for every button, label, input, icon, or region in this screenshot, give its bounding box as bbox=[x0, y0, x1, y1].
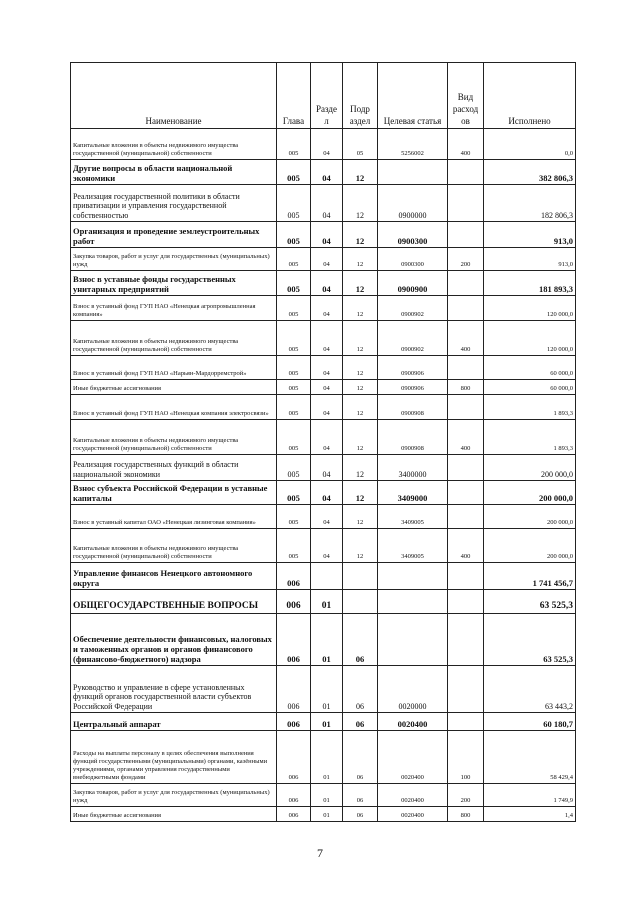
header-name: Наименование bbox=[71, 63, 277, 129]
cell-chapter: 005 bbox=[277, 505, 311, 529]
cell-chapter: 005 bbox=[277, 296, 311, 321]
cell-target bbox=[378, 160, 448, 185]
cell-target: 0900300 bbox=[378, 248, 448, 271]
cell-expense-type: 400 bbox=[448, 129, 484, 160]
cell-subsection bbox=[343, 590, 378, 614]
cell-target: 0900908 bbox=[378, 420, 448, 455]
cell-chapter: 005 bbox=[277, 356, 311, 380]
cell-executed: 1 893,3 bbox=[484, 395, 576, 420]
cell-target: 0900906 bbox=[378, 356, 448, 380]
cell-chapter: 005 bbox=[277, 185, 311, 222]
cell-expense-type bbox=[448, 505, 484, 529]
cell-executed: 382 806,3 bbox=[484, 160, 576, 185]
cell-section: 01 bbox=[311, 666, 343, 713]
table-row bbox=[71, 713, 576, 731]
cell-target: 3400000 bbox=[378, 455, 448, 481]
cell-section: 04 bbox=[311, 271, 343, 296]
cell-expense-type bbox=[448, 222, 484, 248]
table-row bbox=[71, 271, 576, 296]
table-row bbox=[71, 129, 576, 160]
cell-subsection: 12 bbox=[343, 420, 378, 455]
table-row bbox=[71, 529, 576, 563]
cell-executed: 1 749,9 bbox=[484, 784, 576, 807]
table-row bbox=[71, 380, 576, 395]
cell-expense-type: 400 bbox=[448, 321, 484, 356]
cell-section: 01 bbox=[311, 614, 343, 666]
cell-expense-type bbox=[448, 666, 484, 713]
header-target: Целевая статья bbox=[378, 63, 448, 129]
cell-chapter: 005 bbox=[277, 271, 311, 296]
cell-name: Руководство и управление в сфере установленных функций органов государственной власти субъектов Российской Федерации bbox=[71, 666, 277, 713]
cell-name: Расходы на выплаты персоналу в целях обеспечения выполнения функций государственными (муниципальными) органами, казёнными учреждениями, органами управления государственными внебюджетными фондами bbox=[71, 731, 277, 784]
cell-target bbox=[378, 614, 448, 666]
cell-chapter: 006 bbox=[277, 590, 311, 614]
cell-name: Взнос субъекта Российской Федерации в уставные капиталы bbox=[71, 481, 277, 505]
cell-expense-type bbox=[448, 185, 484, 222]
cell-executed: 200 000,0 bbox=[484, 455, 576, 481]
cell-chapter: 005 bbox=[277, 529, 311, 563]
cell-section: 04 bbox=[311, 129, 343, 160]
cell-name: Капитальные вложения в объекты недвижимого имущества государственной (муниципальной) собственности bbox=[71, 529, 277, 563]
cell-chapter: 005 bbox=[277, 248, 311, 271]
table-row bbox=[71, 420, 576, 455]
cell-executed: 913,0 bbox=[484, 222, 576, 248]
cell-section: 04 bbox=[311, 356, 343, 380]
cell-section: 04 bbox=[311, 160, 343, 185]
cell-name: Закупка товаров, работ и услуг для государственных (муниципальных) нужд bbox=[71, 248, 277, 271]
cell-chapter: 005 bbox=[277, 222, 311, 248]
table-row bbox=[71, 807, 576, 822]
cell-target: 3409005 bbox=[378, 505, 448, 529]
cell-target: 0900000 bbox=[378, 185, 448, 222]
cell-name: Капитальные вложения в объекты недвижимого имущества государственной (муниципальной) собственности bbox=[71, 321, 277, 356]
table-row bbox=[71, 222, 576, 248]
cell-target: 0020400 bbox=[378, 807, 448, 822]
cell-expense-type bbox=[448, 395, 484, 420]
cell-expense-type bbox=[448, 563, 484, 590]
cell-subsection: 12 bbox=[343, 395, 378, 420]
cell-section: 04 bbox=[311, 185, 343, 222]
cell-section: 01 bbox=[311, 807, 343, 822]
cell-executed: 63 525,3 bbox=[484, 590, 576, 614]
cell-expense-type bbox=[448, 614, 484, 666]
cell-section: 04 bbox=[311, 248, 343, 271]
cell-target: 0020000 bbox=[378, 666, 448, 713]
cell-chapter: 006 bbox=[277, 731, 311, 784]
cell-target: 3409005 bbox=[378, 529, 448, 563]
table-row bbox=[71, 666, 576, 713]
cell-chapter: 005 bbox=[277, 160, 311, 185]
cell-expense-type bbox=[448, 356, 484, 380]
cell-expense-type bbox=[448, 455, 484, 481]
cell-name: Взнос в уставный фонд ГУП НАО «Ненецкая компания электросвязи» bbox=[71, 395, 277, 420]
cell-subsection: 05 bbox=[343, 129, 378, 160]
header-chapter: Глава bbox=[277, 63, 311, 129]
cell-name: Капитальные вложения в объекты недвижимого имущества государственной (муниципальной) собственности bbox=[71, 129, 277, 160]
cell-expense-type bbox=[448, 481, 484, 505]
cell-name: Реализация государственных функций в области национальной экономики bbox=[71, 455, 277, 481]
header-executed: Исполнено bbox=[484, 63, 576, 129]
page-number: 7 bbox=[317, 846, 323, 860]
cell-section: 04 bbox=[311, 420, 343, 455]
cell-name: Иные бюджетные ассигнования bbox=[71, 380, 277, 395]
cell-chapter: 005 bbox=[277, 455, 311, 481]
cell-name: Взнос в уставные фонды государственных унитарных предприятий bbox=[71, 271, 277, 296]
cell-section: 04 bbox=[311, 222, 343, 248]
cell-subsection: 12 bbox=[343, 356, 378, 380]
cell-subsection: 06 bbox=[343, 713, 378, 731]
cell-target bbox=[378, 563, 448, 590]
cell-name: Капитальные вложения в объекты недвижимого имущества государственной (муниципальной) собственности bbox=[71, 420, 277, 455]
cell-executed: 63 443,2 bbox=[484, 666, 576, 713]
cell-target: 0900300 bbox=[378, 222, 448, 248]
cell-name: Взнос в уставный капитал ОАО «Ненецкая лизинговая компания» bbox=[71, 505, 277, 529]
cell-executed: 182 806,3 bbox=[484, 185, 576, 222]
cell-chapter: 005 bbox=[277, 395, 311, 420]
cell-section: 01 bbox=[311, 590, 343, 614]
table-row bbox=[71, 356, 576, 380]
cell-section: 04 bbox=[311, 529, 343, 563]
cell-chapter: 006 bbox=[277, 563, 311, 590]
cell-executed: 60 000,0 bbox=[484, 380, 576, 395]
cell-chapter: 005 bbox=[277, 380, 311, 395]
cell-target bbox=[378, 590, 448, 614]
table-row bbox=[71, 455, 576, 481]
cell-expense-type bbox=[448, 713, 484, 731]
table-row bbox=[71, 563, 576, 590]
cell-target: 0900908 bbox=[378, 395, 448, 420]
cell-expense-type bbox=[448, 160, 484, 185]
cell-expense-type: 800 bbox=[448, 807, 484, 822]
cell-executed: 200 000,0 bbox=[484, 505, 576, 529]
cell-target: 0900902 bbox=[378, 296, 448, 321]
cell-subsection: 12 bbox=[343, 529, 378, 563]
cell-name: Реализация государственной политики в области приватизации и управления государственной собственностью bbox=[71, 185, 277, 222]
cell-chapter: 006 bbox=[277, 807, 311, 822]
cell-section: 04 bbox=[311, 395, 343, 420]
cell-chapter: 005 bbox=[277, 420, 311, 455]
cell-subsection: 12 bbox=[343, 455, 378, 481]
cell-executed: 200 000,0 bbox=[484, 529, 576, 563]
cell-section: 04 bbox=[311, 481, 343, 505]
cell-subsection: 06 bbox=[343, 807, 378, 822]
cell-subsection: 06 bbox=[343, 666, 378, 713]
cell-subsection: 12 bbox=[343, 248, 378, 271]
header-row bbox=[71, 63, 576, 129]
table-row bbox=[71, 614, 576, 666]
cell-section: 04 bbox=[311, 321, 343, 356]
cell-name: Взнос в уставный фонд ГУП НАО «Нарьян-Мардорремстрой» bbox=[71, 356, 277, 380]
cell-section: 01 bbox=[311, 784, 343, 807]
table-row bbox=[71, 731, 576, 784]
cell-chapter: 005 bbox=[277, 321, 311, 356]
cell-chapter: 006 bbox=[277, 666, 311, 713]
cell-subsection: 12 bbox=[343, 185, 378, 222]
cell-target: 0020400 bbox=[378, 784, 448, 807]
cell-subsection: 12 bbox=[343, 296, 378, 321]
cell-target: 0900906 bbox=[378, 380, 448, 395]
cell-subsection: 06 bbox=[343, 731, 378, 784]
cell-subsection: 12 bbox=[343, 481, 378, 505]
cell-executed: 63 525,3 bbox=[484, 614, 576, 666]
cell-subsection bbox=[343, 563, 378, 590]
cell-subsection: 12 bbox=[343, 160, 378, 185]
table-row bbox=[71, 590, 576, 614]
cell-name: Управление финансов Ненецкого автономного округа bbox=[71, 563, 277, 590]
cell-name: Обеспечение деятельности финансовых, налоговых и таможенных органов и органов финансового (финансово-бюджетного) надзора bbox=[71, 614, 277, 666]
cell-name: Другие вопросы в области национальной экономики bbox=[71, 160, 277, 185]
cell-expense-type bbox=[448, 296, 484, 321]
cell-expense-type: 100 bbox=[448, 731, 484, 784]
cell-name: ОБЩЕГОСУДАРСТВЕННЫЕ ВОПРОСЫ bbox=[71, 590, 277, 614]
cell-section bbox=[311, 563, 343, 590]
cell-chapter: 005 bbox=[277, 481, 311, 505]
cell-section: 01 bbox=[311, 731, 343, 784]
header-expense-type: Вид расход ов bbox=[448, 63, 484, 129]
cell-executed: 120 000,0 bbox=[484, 321, 576, 356]
cell-executed: 60 180,7 bbox=[484, 713, 576, 731]
cell-section: 04 bbox=[311, 296, 343, 321]
cell-section: 04 bbox=[311, 505, 343, 529]
cell-name: Закупка товаров, работ и услуг для государственных (муниципальных) нужд bbox=[71, 784, 277, 807]
cell-executed: 0,0 bbox=[484, 129, 576, 160]
table-row bbox=[71, 248, 576, 271]
table-row bbox=[71, 321, 576, 356]
cell-executed: 181 893,3 bbox=[484, 271, 576, 296]
cell-target: 5256002 bbox=[378, 129, 448, 160]
cell-target: 0900900 bbox=[378, 271, 448, 296]
cell-chapter: 006 bbox=[277, 614, 311, 666]
cell-expense-type bbox=[448, 590, 484, 614]
cell-expense-type: 800 bbox=[448, 380, 484, 395]
cell-name: Взнос в уставный фонд ГУП НАО «Ненецкая агропромышленная компания» bbox=[71, 296, 277, 321]
cell-executed: 120 000,0 bbox=[484, 296, 576, 321]
cell-expense-type: 400 bbox=[448, 529, 484, 563]
cell-expense-type: 200 bbox=[448, 784, 484, 807]
cell-subsection: 12 bbox=[343, 271, 378, 296]
cell-subsection: 12 bbox=[343, 321, 378, 356]
cell-executed: 1 741 456,7 bbox=[484, 563, 576, 590]
cell-expense-type: 400 bbox=[448, 420, 484, 455]
cell-expense-type bbox=[448, 271, 484, 296]
table-row bbox=[71, 395, 576, 420]
table-row bbox=[71, 185, 576, 222]
cell-name: Организация и проведение землеустроительных работ bbox=[71, 222, 277, 248]
budget-table bbox=[70, 62, 576, 822]
cell-executed: 913,0 bbox=[484, 248, 576, 271]
table-row bbox=[71, 784, 576, 807]
cell-name: Центральный аппарат bbox=[71, 713, 277, 731]
cell-section: 04 bbox=[311, 380, 343, 395]
header-section: Разде л bbox=[311, 63, 343, 129]
cell-executed: 58 429,4 bbox=[484, 731, 576, 784]
cell-section: 04 bbox=[311, 455, 343, 481]
cell-subsection: 12 bbox=[343, 222, 378, 248]
cell-expense-type: 200 bbox=[448, 248, 484, 271]
cell-subsection: 12 bbox=[343, 380, 378, 395]
cell-executed: 1 893,3 bbox=[484, 420, 576, 455]
table-body bbox=[71, 129, 576, 822]
cell-target: 0900902 bbox=[378, 321, 448, 356]
cell-chapter: 005 bbox=[277, 129, 311, 160]
table-row bbox=[71, 160, 576, 185]
table-row bbox=[71, 481, 576, 505]
cell-target: 0020400 bbox=[378, 713, 448, 731]
cell-section: 01 bbox=[311, 713, 343, 731]
cell-chapter: 006 bbox=[277, 784, 311, 807]
cell-subsection: 12 bbox=[343, 505, 378, 529]
table-row bbox=[71, 296, 576, 321]
cell-executed: 200 000,0 bbox=[484, 481, 576, 505]
cell-subsection: 06 bbox=[343, 614, 378, 666]
header-subsection: Подр аздел bbox=[343, 63, 378, 129]
cell-target: 0020400 bbox=[378, 731, 448, 784]
cell-executed: 1,4 bbox=[484, 807, 576, 822]
table-row bbox=[71, 505, 576, 529]
cell-chapter: 006 bbox=[277, 713, 311, 731]
cell-executed: 60 000,0 bbox=[484, 356, 576, 380]
cell-subsection: 06 bbox=[343, 784, 378, 807]
cell-target: 3409000 bbox=[378, 481, 448, 505]
cell-name: Иные бюджетные ассигнования bbox=[71, 807, 277, 822]
